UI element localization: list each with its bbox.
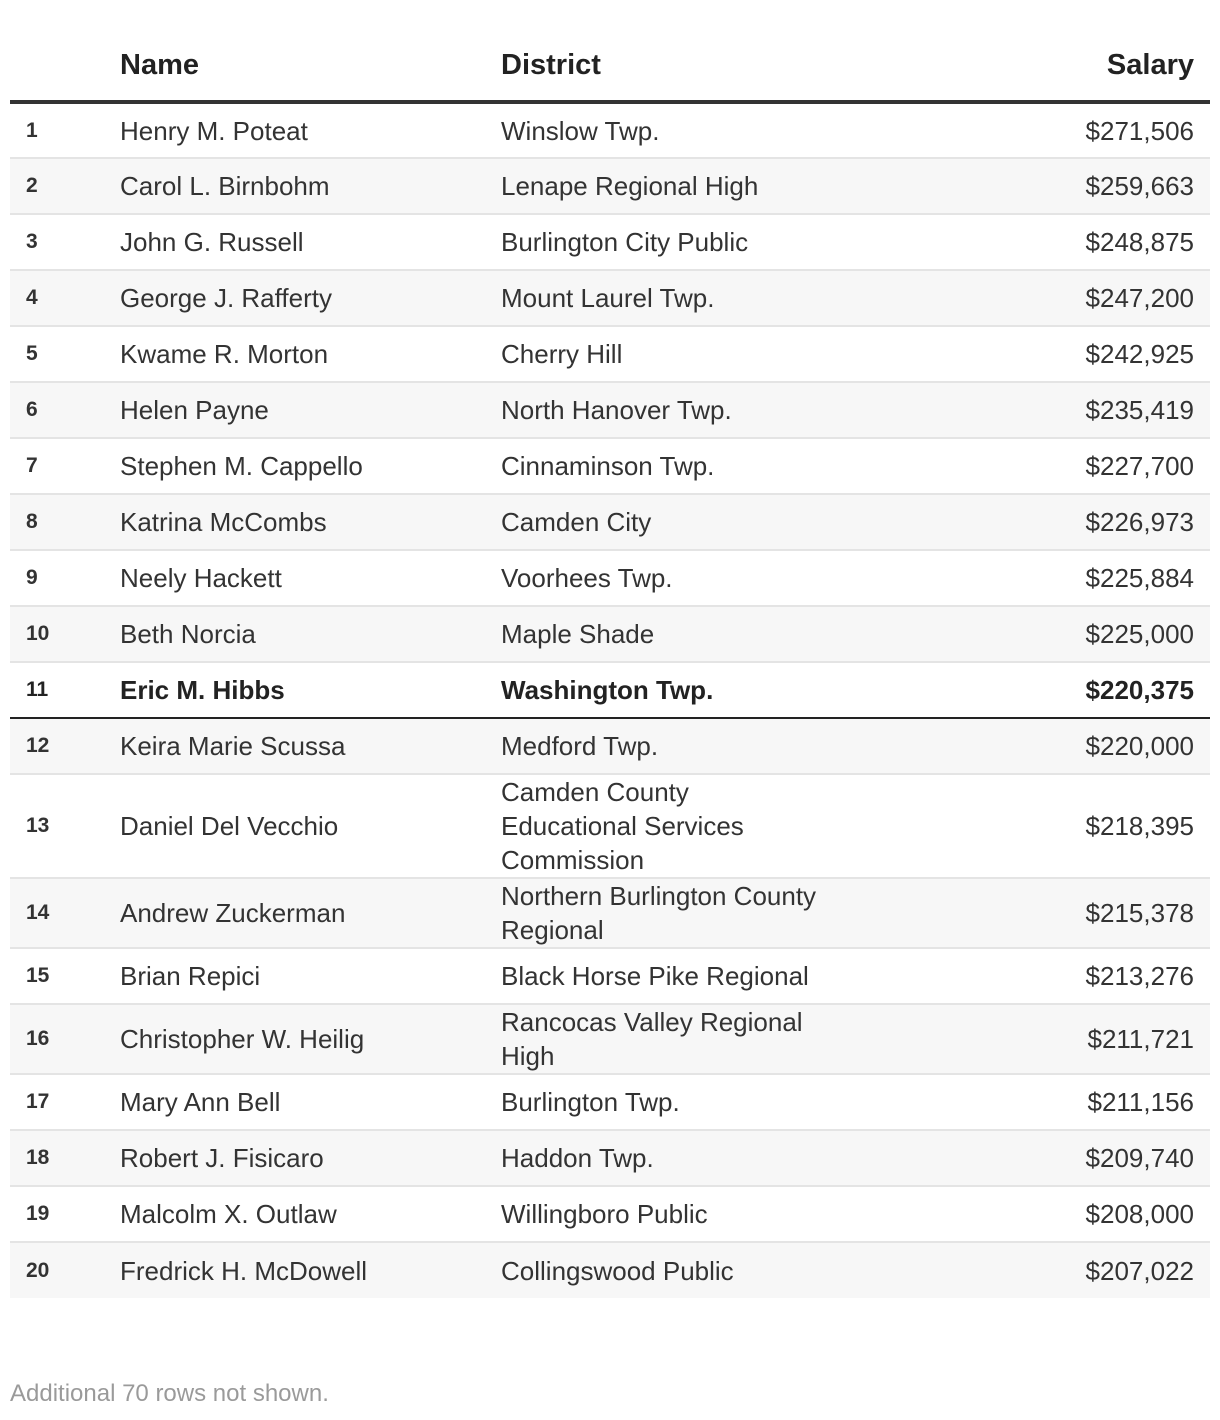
district-cell: Voorhees Twp. <box>501 550 851 606</box>
rank-cell: 10 <box>10 606 120 662</box>
salary-cell: $207,022 <box>851 1242 1210 1298</box>
table-row <box>10 550 1210 606</box>
district-cell: Burlington City Public <box>501 214 851 270</box>
salary-cell: $227,700 <box>851 438 1210 494</box>
table-row <box>10 948 1210 1004</box>
name-cell: George J. Rafferty <box>120 270 501 326</box>
salary-cell: $213,276 <box>851 948 1210 1004</box>
name-cell: Kwame R. Morton <box>120 326 501 382</box>
salary-cell: $271,506 <box>851 102 1210 158</box>
name-cell: Daniel Del Vecchio <box>120 774 501 878</box>
rank-cell: 13 <box>10 774 120 878</box>
name-cell: Keira Marie Scussa <box>120 718 501 774</box>
district-cell: Cinnaminson Twp. <box>501 438 851 494</box>
name-cell: Fredrick H. McDowell <box>120 1242 501 1298</box>
district-cell: Washington Twp. <box>501 662 851 718</box>
district-cell: Mount Laurel Twp. <box>501 270 851 326</box>
rank-cell: 6 <box>10 382 120 438</box>
district-cell: Cherry Hill <box>501 326 851 382</box>
rank-cell: 20 <box>10 1242 120 1298</box>
district-cell: Haddon Twp. <box>501 1130 851 1186</box>
district-cell: Black Horse Pike Regional <box>501 948 851 1004</box>
rank-cell: 19 <box>10 1186 120 1242</box>
name-cell: Carol L. Birnbohm <box>120 158 501 214</box>
table-row <box>10 326 1210 382</box>
salary-cell: $211,721 <box>851 1004 1210 1074</box>
name-cell: Henry M. Poteat <box>120 102 501 158</box>
district-cell: Medford Twp. <box>501 718 851 774</box>
name-cell: Neely Hackett <box>120 550 501 606</box>
column-header-rank <box>10 30 120 102</box>
salary-cell: $225,000 <box>851 606 1210 662</box>
name-cell: John G. Russell <box>120 214 501 270</box>
district-cell: Rancocas Valley Regional High <box>501 1004 851 1074</box>
column-header-salary: Salary <box>851 30 1210 102</box>
rank-cell: 17 <box>10 1074 120 1130</box>
name-cell: Stephen M. Cappello <box>120 438 501 494</box>
name-cell: Mary Ann Bell <box>120 1074 501 1130</box>
rank-cell: 4 <box>10 270 120 326</box>
rank-cell: 7 <box>10 438 120 494</box>
table-row <box>10 102 1210 158</box>
rank-cell: 15 <box>10 948 120 1004</box>
table-row <box>10 878 1210 948</box>
salary-cell: $215,378 <box>851 878 1210 948</box>
salary-cell: $208,000 <box>851 1186 1210 1242</box>
header-row <box>10 30 1210 102</box>
name-cell: Helen Payne <box>120 382 501 438</box>
district-cell: Willingboro Public <box>501 1186 851 1242</box>
rank-cell: 8 <box>10 494 120 550</box>
footnote: Additional 70 rows not shown. <box>10 1380 329 1407</box>
column-header-district: District <box>501 30 851 102</box>
table-row <box>10 1242 1210 1298</box>
salary-cell: $209,740 <box>851 1130 1210 1186</box>
table-row <box>10 1004 1210 1074</box>
salary-cell: $211,156 <box>851 1074 1210 1130</box>
salary-cell: $242,925 <box>851 326 1210 382</box>
salary-cell: $259,663 <box>851 158 1210 214</box>
table-row <box>10 718 1210 774</box>
salary-cell: $225,884 <box>851 550 1210 606</box>
table-row <box>10 1186 1210 1242</box>
rank-cell: 18 <box>10 1130 120 1186</box>
table-row <box>10 606 1210 662</box>
name-cell: Eric M. Hibbs <box>120 662 501 718</box>
rank-cell: 14 <box>10 878 120 948</box>
table-row <box>10 438 1210 494</box>
table-row <box>10 774 1210 878</box>
table-row <box>10 382 1210 438</box>
salary-cell: $235,419 <box>851 382 1210 438</box>
name-cell: Robert J. Fisicaro <box>120 1130 501 1186</box>
name-cell: Beth Norcia <box>120 606 501 662</box>
table-body <box>10 102 1210 1298</box>
rank-cell: 3 <box>10 214 120 270</box>
table-row <box>10 270 1210 326</box>
salary-cell: $247,200 <box>851 270 1210 326</box>
district-cell: Camden City <box>501 494 851 550</box>
salary-cell: $218,395 <box>851 774 1210 878</box>
table-row <box>10 158 1210 214</box>
district-cell: Winslow Twp. <box>501 102 851 158</box>
district-cell: Burlington Twp. <box>501 1074 851 1130</box>
rank-cell: 12 <box>10 718 120 774</box>
salary-cell: $220,375 <box>851 662 1210 718</box>
salary-cell: $226,973 <box>851 494 1210 550</box>
table-row <box>10 1074 1210 1130</box>
rank-cell: 5 <box>10 326 120 382</box>
name-cell: Malcolm X. Outlaw <box>120 1186 501 1242</box>
table-row <box>10 214 1210 270</box>
salary-table <box>10 30 1210 1298</box>
table-row <box>10 662 1210 718</box>
table-row <box>10 1130 1210 1186</box>
rank-cell: 2 <box>10 158 120 214</box>
name-cell: Katrina McCombs <box>120 494 501 550</box>
district-cell: Lenape Regional High <box>501 158 851 214</box>
district-cell: Camden County Educational Services Commission <box>501 774 851 878</box>
rank-cell: 1 <box>10 102 120 158</box>
name-cell: Christopher W. Heilig <box>120 1004 501 1074</box>
rank-cell: 16 <box>10 1004 120 1074</box>
district-cell: Collingswood Public <box>501 1242 851 1298</box>
salary-cell: $248,875 <box>851 214 1210 270</box>
column-header-name: Name <box>120 30 501 102</box>
district-cell: North Hanover Twp. <box>501 382 851 438</box>
salary-cell: $220,000 <box>851 718 1210 774</box>
rank-cell: 9 <box>10 550 120 606</box>
district-cell: Northern Burlington County Regional <box>501 878 851 948</box>
table-header <box>10 30 1210 102</box>
district-cell: Maple Shade <box>501 606 851 662</box>
name-cell: Andrew Zuckerman <box>120 878 501 948</box>
rank-cell: 11 <box>10 662 120 718</box>
name-cell: Brian Repici <box>120 948 501 1004</box>
salary-table-container <box>10 30 1210 1298</box>
table-row <box>10 494 1210 550</box>
